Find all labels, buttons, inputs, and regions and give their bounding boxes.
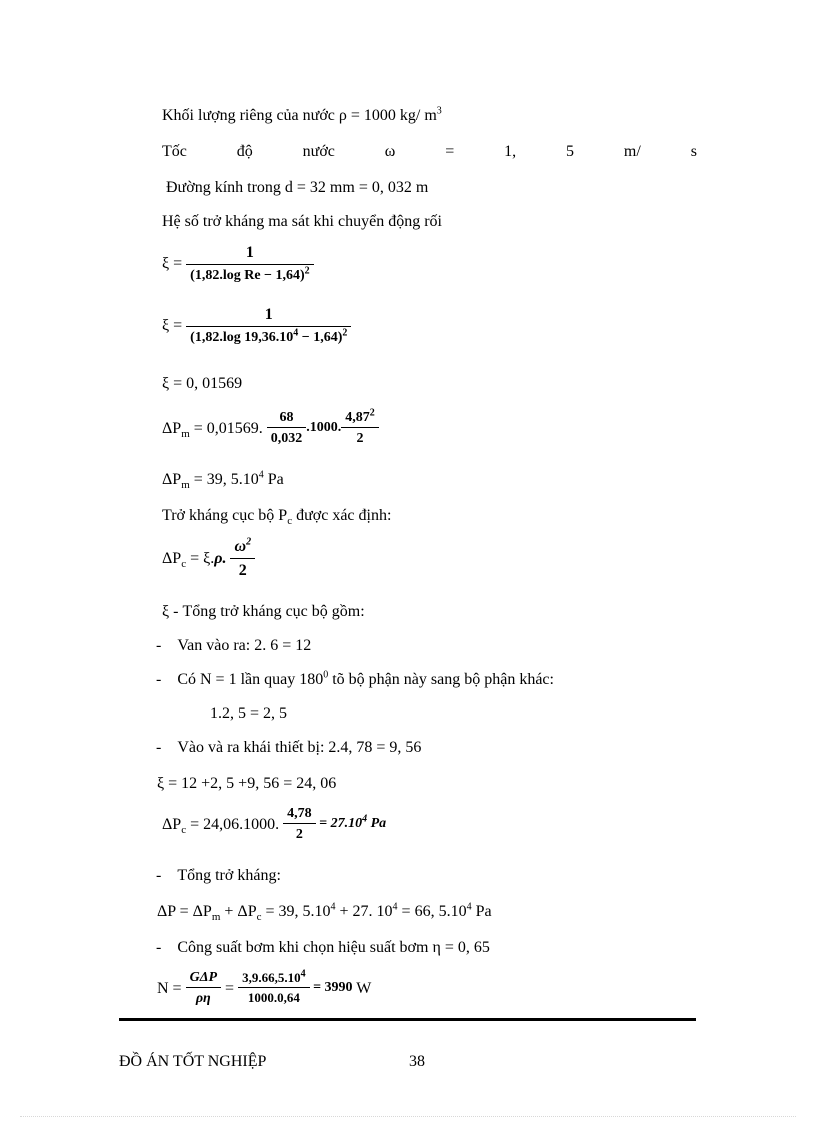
list-item-inout: - Vào và ra khái thiết bị: 2.4, 78 = 9, 56	[156, 739, 422, 756]
dpc-result-formula: $\Delta P_c = 24,06.1000$. $\frac{4,78}{2}$ = $27.10^4$ Pa	[162, 806, 387, 843]
xi-formula-1: ξ = $\frac{1}{(1,82.\log Re - 1,64)^2}$	[162, 244, 314, 283]
speed-line: Tốc độ nước ω = 1, 5 m/ s	[162, 143, 697, 160]
list-item-valve: - Van vào ra: 2. 6 = 12	[156, 637, 312, 654]
page-number: 38	[409, 1053, 425, 1070]
power-title: - Công suất bơm khi chọn hiệu suất bơm η = 0, 65	[156, 939, 490, 956]
local-resistance-title: Trở kháng cục bộ $P_c$ được xác định:	[162, 507, 392, 528]
total-title: - Tổng trở kháng:	[156, 867, 281, 884]
power-formula: N = $\frac{\text{GΔP}}{\rho\eta}$ = $\frac{3,9.66,5.10^4}{1000.0,64}$ = 3990 W	[157, 968, 372, 1007]
dpm-formula: $\Delta P_m = 0,01569$. $\frac{68}{0,032}$ .1000. $\frac{4,87^2}{2}$	[162, 410, 379, 447]
density-line: Khối lượng riêng của nước ρ = 1000 kg/ $m^3$	[162, 105, 442, 124]
friction-title: Hệ số trở kháng ma sát khi chuyển động rối	[162, 213, 442, 230]
turn-value: 1.2, 5 = 2, 5	[210, 705, 288, 722]
dpc-formula: $\Delta P_c = \xi.\rho$. $\frac{\omega^2}{2}$	[162, 538, 255, 579]
xi-formula-2: ξ = $\frac{1}{(1,82.\log 19,36.10^4 - 1,64)^2}$	[162, 306, 351, 345]
xi-total: ξ = 12 +2, 5 +9, 56 = 24, 06	[157, 775, 337, 792]
total-equation: $\Delta P = \Delta P_m + \Delta P_c = 39$, $5.10^4 + 27$. $10^4 = 66$, 5.10$^4$ Pa	[157, 901, 492, 924]
footer-rule	[119, 1018, 696, 1021]
footer-title: ĐỒ ÁN TỐT NGHIỆP	[119, 1053, 267, 1070]
diameter-line: Đường kính trong d = 32 mm = 0, 032 m	[166, 179, 429, 196]
list-item-turn: - Có N = 1 lần quay $180^0$ tõ bộ phận này sang bộ phận khác:	[156, 669, 554, 688]
xi-value: ξ = 0, 01569	[162, 375, 243, 392]
page-edge-dotted-line	[20, 1116, 796, 1117]
dpm-result: $\Delta P_m = 39$, 5.10$^4$ Pa	[162, 469, 284, 492]
xi-list-title: ξ - Tổng trở kháng cục bộ gồm:	[162, 603, 365, 620]
